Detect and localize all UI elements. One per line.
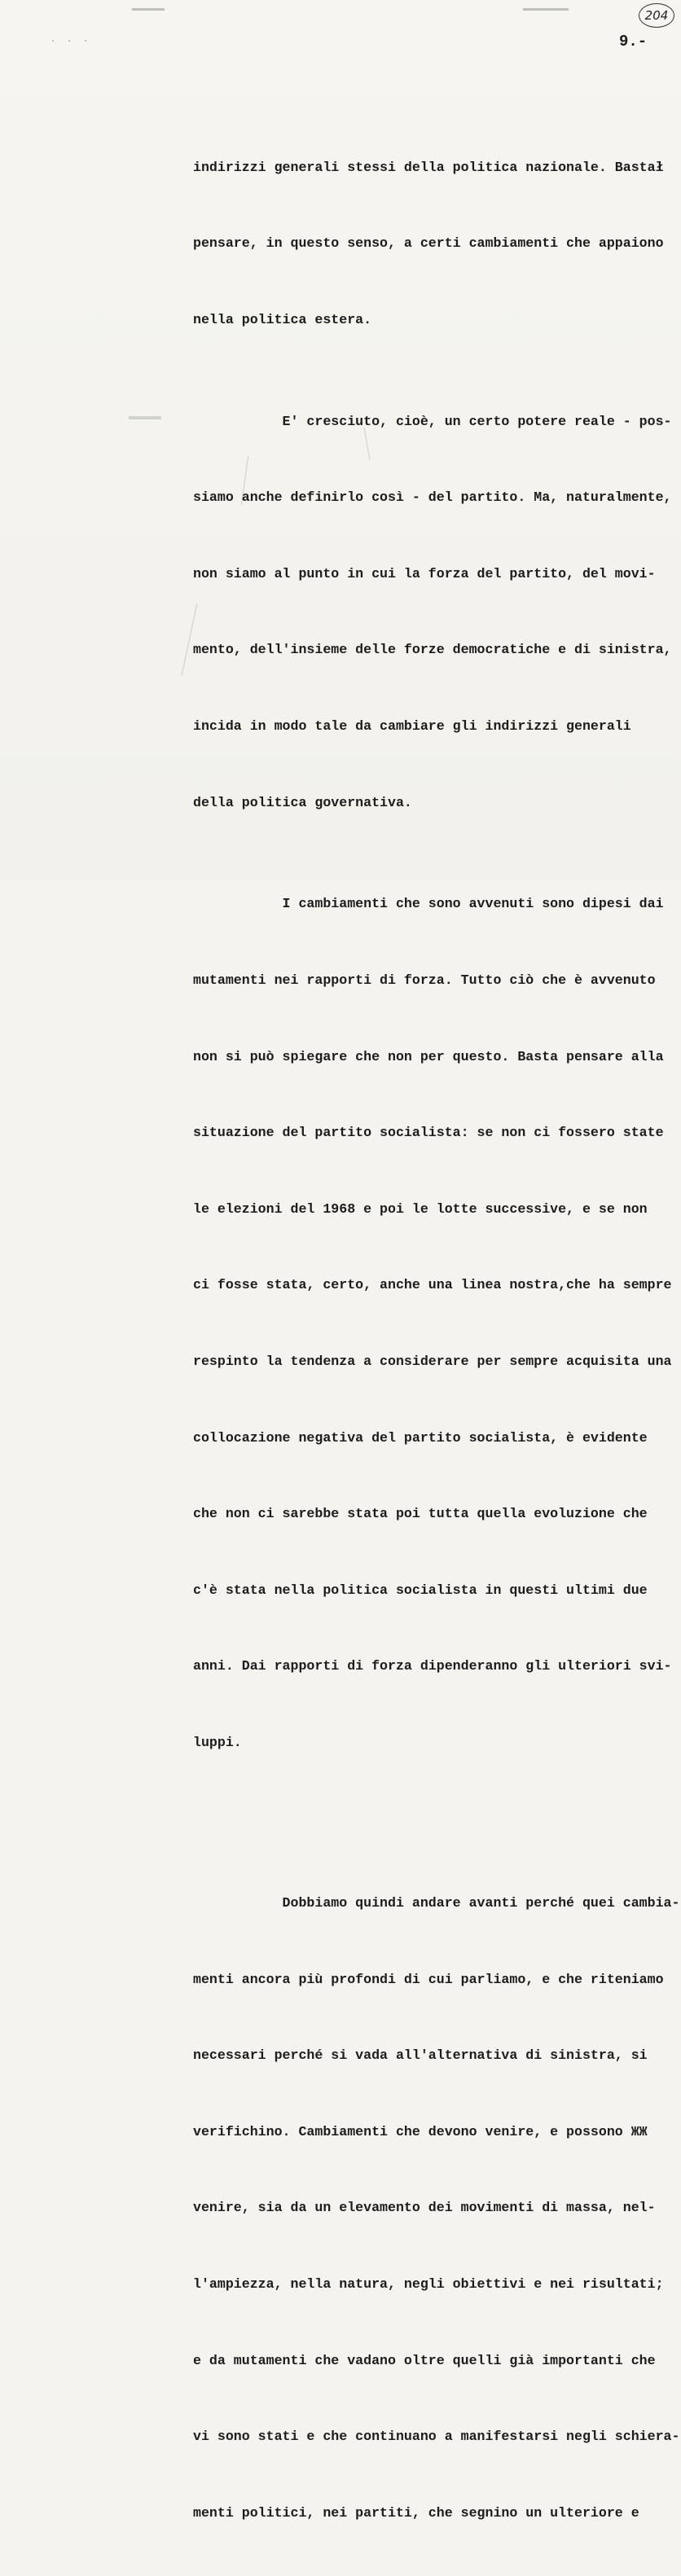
margin-smudge	[129, 416, 161, 419]
text-line: respinto la tendenza a considerare per sempre acquisita una	[193, 1353, 672, 1369]
top-left-edge-mark	[132, 8, 165, 11]
text-line: indirizzi generali stessi della politica nazionale. Bastał	[193, 159, 664, 175]
text-line: mento, dell'insieme delle forze democratiche e di sinistra,	[193, 642, 672, 658]
text-line: luppi.	[193, 1734, 242, 1750]
text-line: mutamenti nei rapporti di forza. Tutto ciò che è avvenuto	[193, 972, 656, 988]
paper-specks: · · ·	[51, 37, 92, 46]
text-line: verifichino. Cambiamenti che devono venire, e possono ЖЖ	[193, 2123, 648, 2139]
text-line: le elezioni del 1968 e poi le lotte successive, e se non	[193, 1200, 648, 1217]
paragraph-gap	[193, 1806, 674, 1814]
text-line: pensare, in questo senso, a certi cambiamenti che appaiono	[193, 235, 664, 252]
text-line: e da mutamenti che vadano oltre quelli già importanti che	[193, 2352, 656, 2368]
text-line: necessari perché si vada all'alternativa di sinistra, si	[193, 2047, 648, 2064]
text-line: non siamo al punto in cui la forza del partito, del movi-	[193, 565, 656, 581]
text-line: siamo anche definirlo così - del partito. Ma, naturalmente,	[193, 489, 672, 506]
text-line: della politica governativa.	[193, 794, 412, 810]
text-line: c'è stata nella politica socialista in questi ultimi due	[193, 1582, 648, 1598]
text-line: menti ancora più profondi di cui parliamo, e che riteniamo	[193, 1971, 664, 1987]
top-right-edge-mark	[523, 8, 569, 11]
text-line: E' cresciuto, cioè, un certo potere reale - pos-	[193, 413, 672, 429]
text-line: anni. Dai rapporti di forza dipenderanno gli ulteriori svi-	[193, 1658, 672, 1674]
text-line: venire, sia da un elevamento dei movimenti di massa, nel-	[193, 2200, 656, 2216]
text-line: situazione del partito socialista: se non ci fossero state	[193, 1125, 664, 1141]
text-line: menti politici, nei partiti, che segnino un ulteriore e	[193, 2504, 639, 2521]
text-line: incida in modo tale da cambiare gli indirizzi generali	[193, 718, 631, 734]
archive-stamp-number: 204	[639, 3, 674, 28]
text-line: non si può spiegare che non per questo. Basta pensare alla	[193, 1048, 664, 1064]
text-line: vi sono stati e che continuano a manifestarsi negli schiera-	[193, 2429, 680, 2445]
text-line: I cambiamenti che sono avvenuti sono dipesi dai	[193, 896, 664, 912]
body-text	[193, 78, 680, 2576]
text-line: che non ci sarebbe stata poi tutta quella evoluzione che	[193, 1506, 648, 1522]
text-line: ci fosse stata, certo, anche una linea nostra,che ha sempre	[193, 1277, 672, 1293]
page-number: 9.-	[619, 33, 648, 50]
text-line: collocazione negativa del partito socialista, è evidente	[193, 1429, 648, 1446]
text-line: nella politica estera.	[193, 311, 372, 327]
text-line: l'ampiezza, nella natura, negli obiettivi e nei risultati;	[193, 2276, 664, 2293]
text-line: Dobbiamo quindi andare avanti perché quei cambia-	[193, 1895, 680, 1911]
